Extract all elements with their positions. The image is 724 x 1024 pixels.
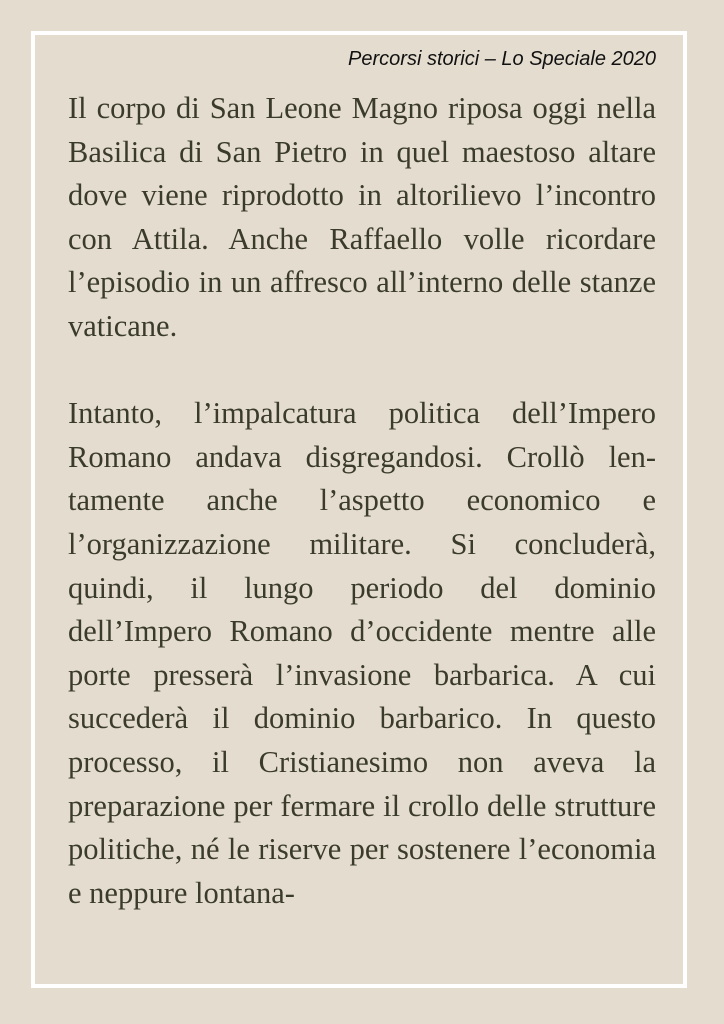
paragraph-1: Il corpo di San Leone Magno riposa oggi nella Basilica di San Pietro in quel maestoso altare dove viene riprodotto in altorilievo l’incontro con Attila. Anche Raffaello volle ricordare l’episodio in un affresco all’interno delle stanze vaticane.	[68, 91, 656, 343]
paragraph-2: Intanto, l’impalcatura politica dell’Impero Romano andava disgregandosi. Crollò lentamente anche l’aspetto economico e l’organizzazione militare. Si concluderà, quindi, il lungo periodo del dominio dell’Impero Romano d’occidente mentre alle porte presserà l’invasione barbarica. A cui succederà il dominio barbarico. In questo processo, il Cristianesimo non aveva la preparazione per fermare il crollo delle strutture politiche, né le riserve per sostenere l’economia e neppure lontana-	[68, 396, 656, 910]
article-body	[68, 87, 656, 915]
running-header: Percorsi storici – Lo Speciale 2020	[348, 48, 656, 70]
